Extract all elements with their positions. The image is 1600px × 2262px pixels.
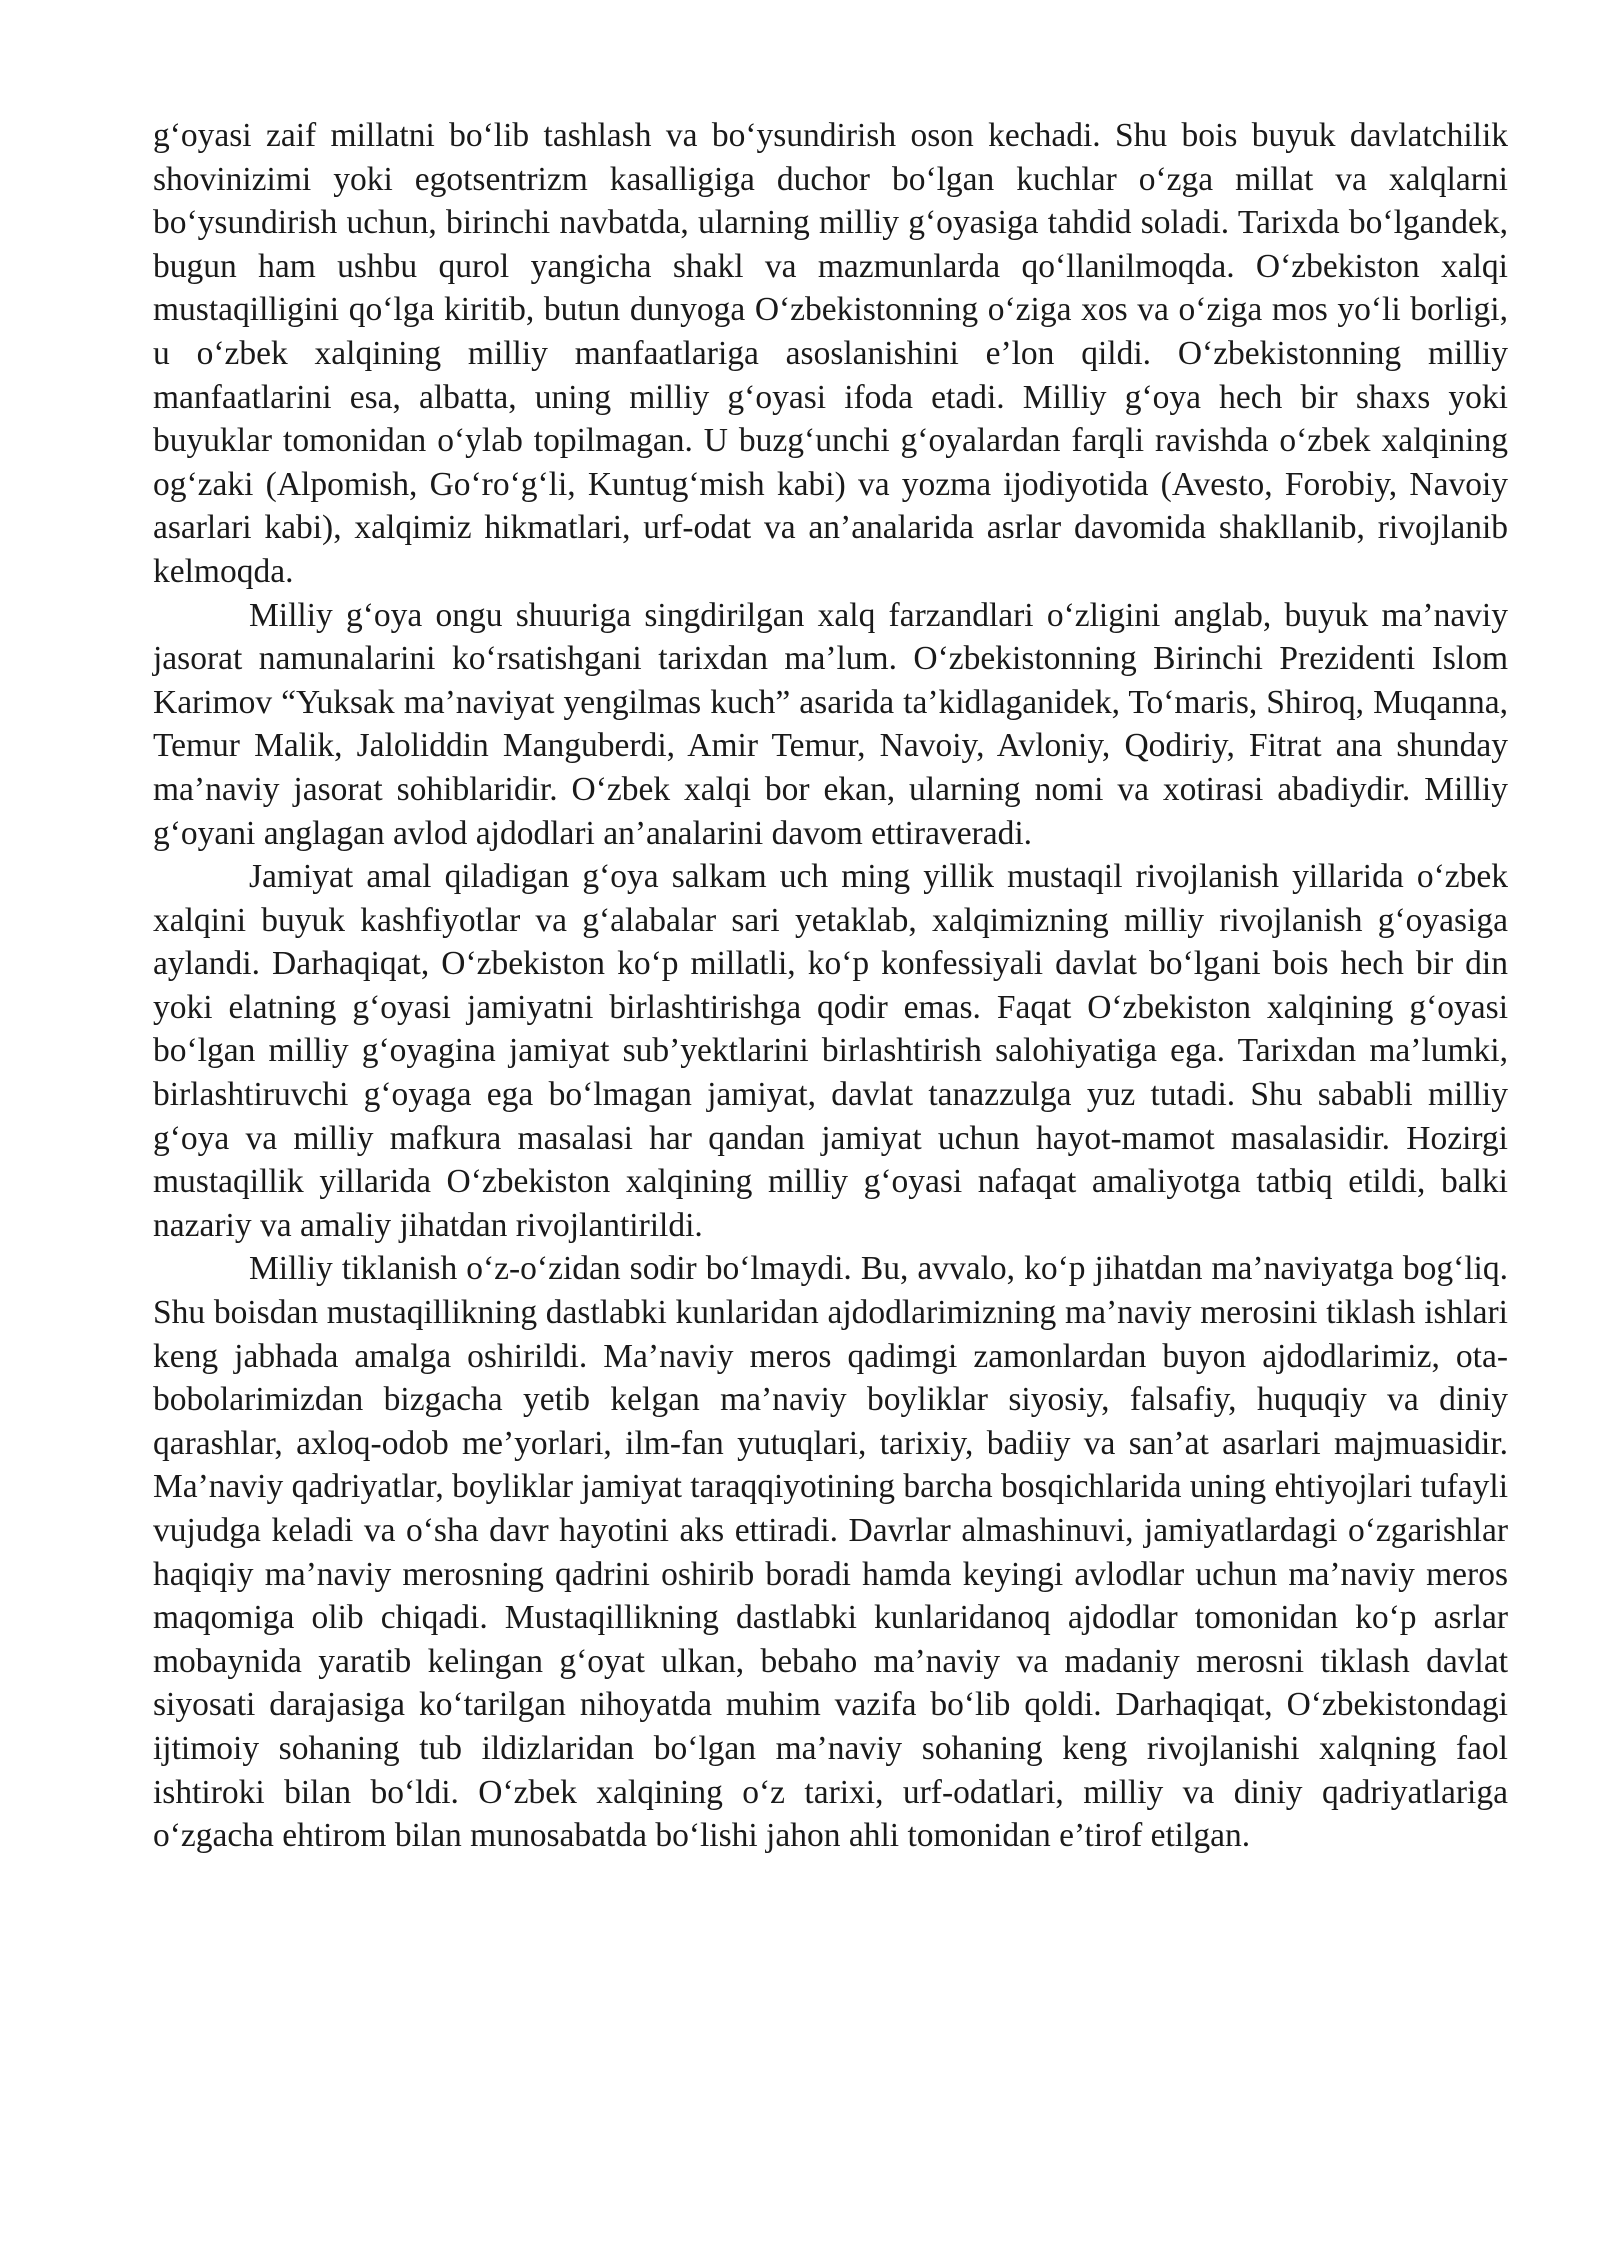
paragraph-spiritual-heritage: Milliy tiklanish o‘z-o‘zidan sodir bo‘lmaydi. Bu, avvalo, ko‘p jihatdan ma’naviyatga bog‘liq. Shu boisdan mustaqillikning dastlabki kunlaridan ajdodlarimizning ma’naviy merosini tiklash ishlari keng jabhada amalga oshirildi. Ma’naviy meros qadimgi zamonlardan buyon ajdodlarimiz, ota-bobolarimizdan bizgacha yetib kelgan ma’naviy boyliklar siyosiy, falsafiy, huquqiy va diniy qarashlar, axloq-odob me’yorlari, ilm-fan yutuqlari, tarixiy, badiiy va san’at asarlari majmuasidir. Ma’naviy qadriyatlar, boyliklar jamiyat taraqqiyotining barcha bosqichlarida uning ehtiyojlari tufayli vujudga keladi va o‘sha davr hayotini aks ettiradi. Davrlar almashinuvi, jamiyatlardagi o‘zgarishlar haqiqiy ma’naviy merosning qadrini oshirib boradi hamda keyingi avlodlar uchun ma’naviy meros maqomiga olib chiqadi. Mustaqillikning dastlabki kunlaridanoq ajdodlar tomonidan ko‘p asrlar mobaynida yaratib kelingan g‘oyat ulkan, bebaho ma’naviy va madaniy merosni tiklash davlat siyosati darajasiga ko‘tarilgan nihoyatda muhim vazifa bo‘lib qoldi. Darhaqiqat, O‘zbekistondagi ijtimoiy sohaning tub ildizlaridan bo‘lgan ma’naviy sohaning keng rivojlanishi xalqning faol ishtiroki bilan bo‘ldi. O‘zbek xalqining o‘z tarixi, urf-odatlari, milliy va diniy qadriyatlariga o‘zgacha ehtirom bilan munosabatda bo‘lishi jahon ahli tomonidan e’tirof etilgan. bbox=[153, 1250, 1508, 1855]
paragraph-continuation: g‘oyasi zaif millatni bo‘lib tashlash va bo‘ysundirish oson kechadi. Shu bois buyuk davlatchilik shovinizimi yoki egotsentrizm kasalligiga duchor bo‘lgan kuchlar o‘zga millat va xalqlarni bo‘ysundirish uchun, birinchi navbatda, ularning milliy g‘oyasiga tahdid soladi. Tarixda bo‘lgandek, bugun ham ushbu qurol yangicha shakl va mazmunlarda qo‘llanilmoqda. O‘zbekiston xalqi mustaqilligini qo‘lga kiritib, butun dunyoga O‘zbekistonning o‘ziga xos va o‘ziga mos yo‘li borligi, u o‘zbek xalqining milliy manfaatlariga asoslanishini e’lon qildi. O‘zbekistonning milliy manfaatlarini esa, albatta, uning milliy g‘oyasi ifoda etadi. Milliy g‘oya hech bir shaxs yoki buyuklar tomonidan o‘ylab topilmagan. U buzg‘unchi g‘oyalardan farqli ravishda o‘zbek xalqining og‘zaki (Alpomish, Go‘ro‘g‘li, Kuntug‘mish kabi) va yozma ijodiyotida (Avesto, Forobiy, Navoiy asarlari kabi), xalqimiz hikmatlari, urf-odat va an’analarida asrlar davomida shakllanib, rivojlanib kelmoqda. bbox=[153, 117, 1508, 590]
paragraph-society-idea: Jamiyat amal qiladigan g‘oya salkam uch ming yillik mustaqil rivojlanish yillarida o‘zbek xalqini buyuk kashfiyotlar va g‘alabalar sari yetaklab, xalqimizning milliy rivojlanish g‘oyasiga aylandi. Darhaqiqat, O‘zbekiston ko‘p millatli, ko‘p konfessiyali davlat bo‘lgani bois hech bir din yoki elatning g‘oyasi jamiyatni birlashtirishga qodir emas. Faqat O‘zbekiston xalqining g‘oyasi bo‘lgan milliy g‘oyagina jamiyat sub’yektlarini birlashtirish salohiyatiga ega. Tarixdan ma’lumki, birlashtiruvchi g‘oyaga ega bo‘lmagan jamiyat, davlat tanazzulga yuz tutadi. Shu sababli milliy g‘oya va milliy mafkura masalasi har qandan jamiyat uchun hayot-mamot masalasidir. Hozirgi mustaqillik yillarida O‘zbekiston xalqining milliy g‘oyasi nafaqat amaliyotga tatbiq etildi, balki nazariy va amaliy jihatdan rivojlantirildi. bbox=[153, 858, 1508, 1244]
paragraph-national-idea-heroes: Milliy g‘oya ongu shuuriga singdirilgan xalq farzandlari o‘zligini anglab, buyuk ma’naviy jasorat namunalarini ko‘rsatishgani tarixdan ma’lum. O‘zbekistonning Birinchi Prezidenti Islom Karimov “Yuksak ma’naviyat yengilmas kuch” asarida ta’kidlaganidek, To‘maris, Shiroq, Muqanna, Temur Malik, Jaloliddin Manguberdi, Amir Temur, Navoiy, Avloniy, Qodiriy, Fitrat ana shunday ma’naviy jasorat sohiblaridir. O‘zbek xalqi bor ekan, ularning nomi va xotirasi abadiydir. Milliy g‘oyani anglagan avlod ajdodlari an’analarini davom ettiraveradi. bbox=[153, 596, 1508, 852]
document-page bbox=[153, 114, 1508, 1858]
